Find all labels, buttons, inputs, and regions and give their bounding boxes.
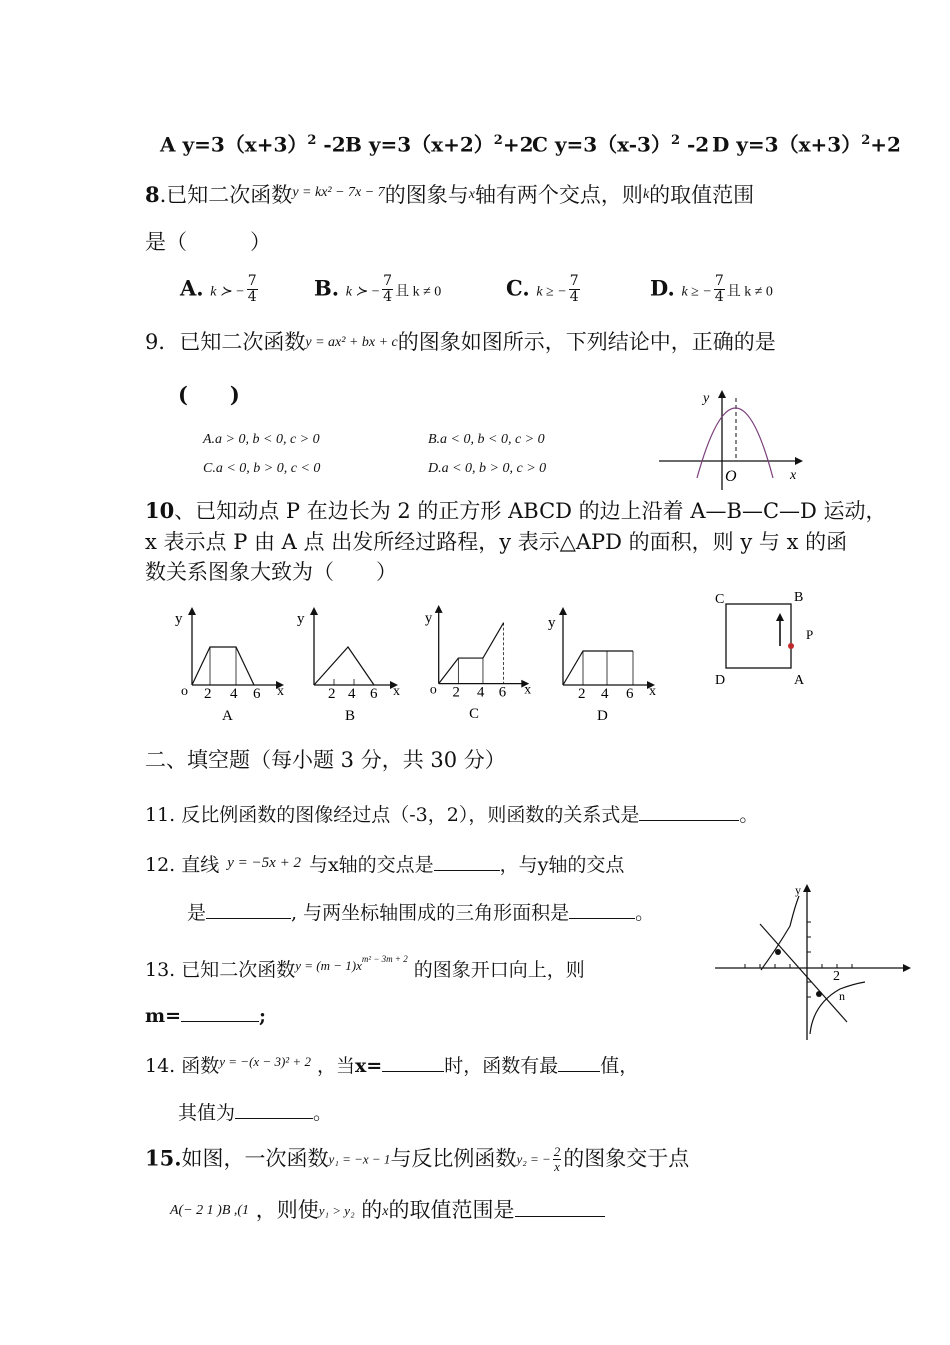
- q15-hyperbola-graph: [715, 882, 915, 1044]
- q10d-tick-2: 2: [578, 686, 586, 702]
- q12-area-blank[interactable]: [569, 900, 635, 919]
- q10d-axis-x: x: [649, 684, 656, 699]
- q15-graph-n-label: n: [839, 989, 845, 1003]
- q12-question-line2: 是 , 与两坐标轴围成的三角形面积是 。: [187, 902, 655, 924]
- q10d-label: D: [597, 708, 608, 724]
- q10b-axis-x: x: [393, 684, 400, 699]
- q9-graph-origin-label: O: [725, 468, 737, 485]
- q7-option-d: D $y=3(x+3)^2+2$: [712, 132, 901, 157]
- section2-title: 二、填空题（每小题 3 分，共 30 分）: [145, 748, 506, 772]
- q10c-label: C: [469, 706, 480, 723]
- q11-question: 11. 反比例函数的图像经过点（-3，2），则函数的关系式是 。: [145, 804, 759, 826]
- q10-square-diagram: [710, 588, 820, 688]
- q7-option-a: A $y=3(x+3)^2$ -2: [160, 132, 346, 157]
- q10d-axis-y: y: [548, 615, 556, 631]
- q12-question: 12. 直线 $^{y = -5x + 2}$ 与x轴的交点是 ，与y轴的交点: [145, 854, 625, 876]
- q10c-axis-y: y: [424, 610, 433, 627]
- q10c-tick-6: 6: [498, 684, 507, 701]
- q10a-label: A: [222, 708, 233, 724]
- q7-option-b: B $y=3(x+2)^2+2$: [345, 132, 534, 157]
- q10-question-line2: x 表示点 P 由 A 点 出发所经过路程，y 表示△APD 的面积，则 y 与 x 的函: [145, 530, 848, 554]
- square-label-d: D: [715, 673, 726, 688]
- q10-graph-b: [292, 605, 412, 725]
- q10a-axis-x: x: [277, 684, 284, 699]
- q10c-origin: o: [429, 681, 437, 697]
- q8-option-d: D. k ≥ − $\frac{7}{4}$ 且 k ≠ 0: [650, 273, 773, 306]
- q10-graph-d: [543, 605, 668, 725]
- q10b-label: B: [345, 708, 356, 724]
- q13-question: 13. 已知二次函数$^{y = (m - 1)xm^2 - 3m + 2}$ 的图象开口向上，则: [145, 954, 585, 981]
- q9-option-a: A.a > 0, b < 0, c > 0: [203, 432, 320, 447]
- q10-question-line1: 10、已知动点 P 在边长为 2 的正方形 ABCD 的边上沿着 A—B—C—D 运动，: [145, 498, 887, 523]
- q15-graph-y-label: y: [795, 883, 801, 897]
- q8-option-c: C. k ≥ − $\frac{7}{4}$: [506, 273, 579, 306]
- q14-extremum-blank[interactable]: [558, 1053, 600, 1072]
- q13-m-blank[interactable]: [181, 1003, 259, 1022]
- q8-question: 8.已知二次函数$^{y = kx^2 - 7x - 7}$的图象与x轴有两个交点，则k的取值范围: [145, 182, 755, 207]
- q9-option-c: C.a < 0, b > 0, c < 0: [203, 461, 321, 476]
- q9-answer-paren: ( ): [178, 382, 240, 407]
- q14-question: 14. 函数$^{y = -(x - 3)^2 + 2}$ ，当x= 时，函数有最 值，: [145, 1054, 639, 1077]
- q10c-axis-x: x: [524, 681, 532, 697]
- q10a-tick-2: 2: [204, 686, 212, 702]
- q10c-tick-4: 4: [477, 684, 485, 701]
- q10b-axis-y: y: [297, 611, 305, 627]
- q15-question-line2: A(− 2 1 )B ,(1 ，则使y₁ > y₂ 的x的取值范围是: [170, 1198, 605, 1221]
- q11-answer-blank[interactable]: [639, 802, 739, 821]
- q9-graph-x-label: x: [790, 468, 797, 483]
- q10a-origin: o: [181, 684, 188, 699]
- square-label-p: P: [806, 627, 814, 642]
- q10c-tick-2: 2: [452, 684, 460, 701]
- q9-option-b: B.a < 0, b < 0, c > 0: [428, 432, 545, 447]
- q10d-tick-6: 6: [626, 686, 634, 702]
- q15-answer-blank[interactable]: [515, 1198, 605, 1217]
- q10a-tick-6: 6: [253, 686, 261, 702]
- q10b-tick-4: 4: [348, 686, 356, 702]
- q12-y-intercept-blank[interactable]: [206, 900, 291, 919]
- q8-option-a: A. k ≻ − $\frac{7}{4}$: [180, 273, 257, 306]
- q15-question: 15.如图，一次函数y₁ = −x − 1与反比例函数y₂ = − $\frac{2}{x}$ 的图象交于点: [145, 1144, 690, 1175]
- q13-question-line2: m= ;: [145, 1005, 267, 1027]
- q10b-tick-2: 2: [328, 686, 336, 702]
- q10a-tick-4: 4: [230, 686, 238, 702]
- q7-option-c: C $y=3(x-3)^2$ -2: [532, 132, 710, 157]
- q10b-tick-6: 6: [370, 686, 378, 702]
- q14-value-blank[interactable]: [235, 1100, 313, 1119]
- q15-graph-tick-2: 2: [833, 969, 840, 984]
- square-label-a: A: [794, 673, 805, 688]
- q14-question-line2: 其值为 。: [178, 1102, 333, 1124]
- q14-x-blank[interactable]: [382, 1053, 444, 1072]
- square-label-b: B: [794, 590, 804, 605]
- q8-option-b: B. k ≻ − $\frac{7}{4}$ 且 k ≠ 0: [314, 273, 442, 306]
- q9-question: 9．已知二次函数y = ax² + bx + c的图象如图所示，下列结论中，正确的是: [145, 330, 776, 354]
- q8-question-line2: 是（ ）: [145, 230, 271, 254]
- q9-parabola-graph: [655, 388, 805, 493]
- square-label-c: C: [715, 592, 725, 607]
- q10a-axis-y: y: [175, 611, 183, 627]
- q9-option-d: D.a < 0, b > 0, c > 0: [428, 461, 547, 476]
- q10-question-line3: 数关系图象大致为（ ）: [145, 560, 397, 584]
- q10d-tick-4: 4: [601, 686, 609, 702]
- q12-x-intercept-blank[interactable]: [434, 852, 500, 871]
- q9-graph-y-label: y: [703, 391, 710, 406]
- q10-graph-c: [418, 603, 543, 723]
- q10-graph-a: [170, 605, 290, 725]
